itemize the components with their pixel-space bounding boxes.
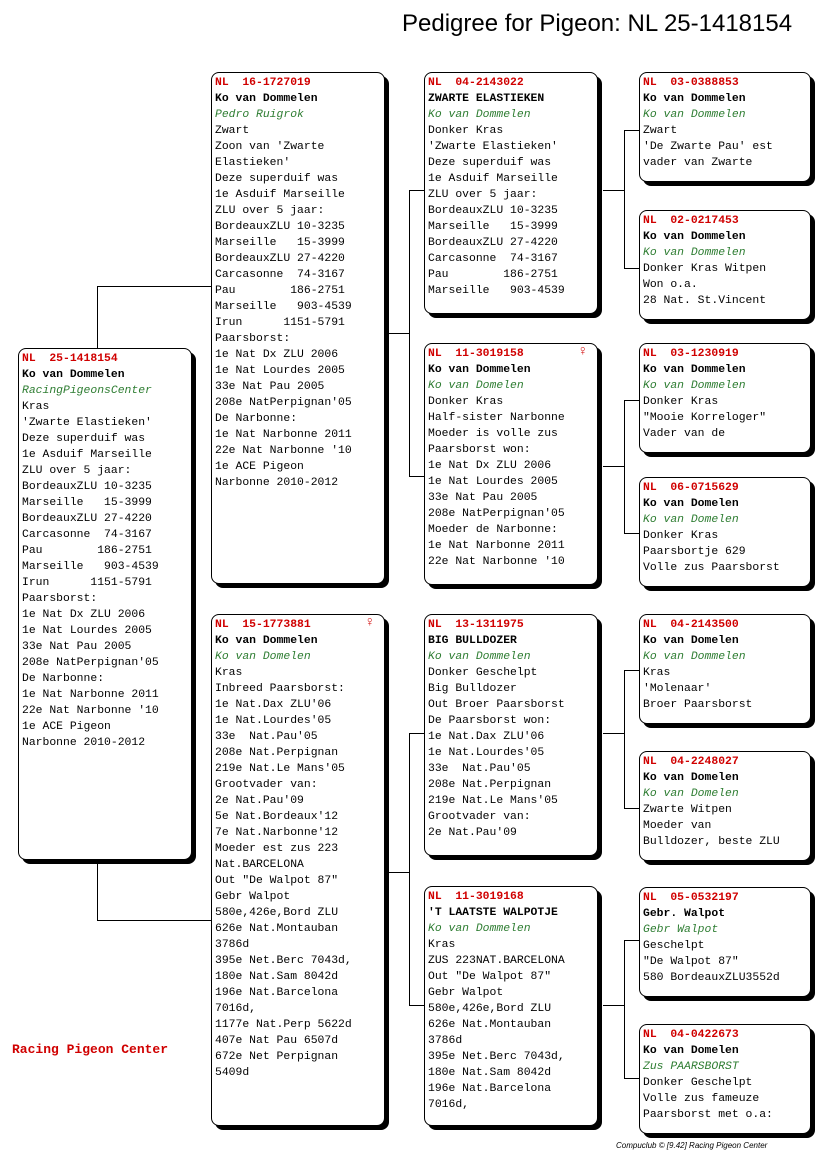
pigeon-notes: Donker Geschelpt Volle zus fameuze Paarsborst met o.a:	[643, 1077, 773, 1121]
page-title: Pedigree for Pigeon: NL 25-1418154	[402, 10, 793, 37]
connector-line	[97, 920, 211, 921]
ring-number: NL 04-0422673	[643, 1029, 739, 1041]
breeder-name: Ko van Domelen	[215, 651, 311, 663]
breeder-name: Ko van Dommelen	[428, 923, 531, 935]
breeder-name: Zus PAARSBORST	[643, 1061, 739, 1073]
pigeon-notes: Kras Inbreed Paarsborst: 1e Nat.Dax ZLU'06 1e Nat.Lourdes'05 33e Nat.Pau'05 208e Nat.Perpignan 219e Nat.Le Mans'05 Grootvader van: 2e Nat.Pau'09 5e Nat.Bordeaux'12 7e Nat.Narbonne'12 Moeder est zus 223 Nat.BARCELONA Out "De Walpot 87" Gebr Walpot 580e,426e,Bord ZLU 626e Nat.Montauban 3786d 395e Net.Berc 7043d, 180e Nat.Sam 8042d 196e Nat.Barcelona 7016d, 1177e Nat.Perp 5622d 407e Nat Pau 6507d 672e Net Perpignan 5409d	[215, 667, 352, 1079]
ring-number: NL 04-2248027	[643, 756, 739, 768]
connector-line	[603, 733, 624, 734]
dss-card[interactable]	[639, 614, 811, 724]
owner-name: Ko van Dommelen	[643, 364, 746, 376]
breeder-name: Ko van Dommelen	[643, 651, 746, 663]
connector-line	[97, 286, 98, 348]
pigeon-notes: Kras ZUS 223NAT.BARCELONA Out "De Walpot 87" Gebr Walpot 580e,426e,Bord ZLU 626e Nat.Montauban 3786d 395e Net.Berc 7043d, 180e Nat.Sam 8042d 196e Nat.Barcelona 7016d,	[428, 939, 565, 1111]
connector-line	[409, 190, 425, 191]
breeder-name: Gebr Walpot	[643, 924, 719, 936]
ring-number: NL 11-3019158	[428, 348, 524, 360]
female-icon: ♀	[578, 344, 587, 360]
pigeon-notes: Kras 'Molenaar' Broer Paarsborst	[643, 667, 753, 711]
connector-line	[624, 1078, 640, 1079]
connector-line	[97, 286, 211, 287]
breeder-name: Pedro Ruigrok	[215, 109, 304, 121]
breeder-name: Ko van Dommelen	[643, 380, 746, 392]
owner-name: Ko van Domelen	[643, 635, 739, 647]
breeder-name: Ko van Domelen	[643, 514, 739, 526]
owner-name: Ko van Domelen	[643, 1045, 739, 1057]
breeder-name: Ko van Dommelen	[428, 109, 531, 121]
dam-sire-card[interactable]	[424, 614, 598, 856]
ring-number: NL 03-0388853	[643, 77, 739, 89]
pigeon-notes: Donker Kras Witpen Won o.a. 28 Nat. St.Vincent	[643, 263, 767, 307]
connector-line	[624, 670, 625, 808]
sire-card[interactable]	[211, 72, 385, 584]
connector-line	[624, 670, 640, 671]
connector-line	[409, 733, 410, 1005]
ring-number: NL 05-0532197	[643, 892, 739, 904]
ring-number: NL 04-2143022	[428, 77, 524, 89]
pigeon-notes: Donker Kras Paarsbortje 629 Volle zus Paarsborst	[643, 530, 780, 574]
connector-line	[409, 733, 425, 734]
owner-name: Ko van Dommelen	[22, 369, 125, 381]
connector-line	[624, 400, 640, 401]
owner-name: ZWARTE ELASTIEKEN	[428, 93, 545, 105]
connector-line	[624, 130, 640, 131]
connector-line	[603, 466, 624, 467]
female-icon: ♀	[365, 615, 374, 631]
connector-line	[624, 940, 640, 941]
owner-name: 'T LAATSTE WALPOTJE	[428, 907, 558, 919]
owner-name: Ko van Dommelen	[643, 231, 746, 243]
connector-line	[624, 533, 640, 534]
connector-line	[409, 1005, 425, 1006]
owner-name: Ko van Dommelen	[215, 635, 318, 647]
connector-line	[624, 400, 625, 533]
owner-name: Ko van Domelen	[643, 772, 739, 784]
pigeon-notes: Donker Kras 'Zwarte Elastieken' Deze superduif was 1e Asduif Marseille ZLU over 5 jaar: BordeauxZLU 10-3235 Marseille 15-3999 BordeauxZLU 27-4220 Carcasonne 74-3167 Pau 186-2751 Marseille 903-4539	[428, 125, 565, 297]
ring-number: NL 02-0217453	[643, 215, 739, 227]
ddd-card[interactable]	[639, 1024, 811, 1134]
connector-line	[624, 130, 625, 268]
breeder-name: Ko van Dommelen	[643, 109, 746, 121]
dds-card[interactable]	[639, 887, 811, 997]
sss-card[interactable]	[639, 72, 811, 182]
connector-line	[388, 333, 409, 334]
pigeon-notes: Donker Kras "Mooie Korreloger" Vader van de	[643, 396, 767, 440]
connector-line	[624, 808, 640, 809]
connector-line	[388, 872, 409, 873]
ring-number: NL 11-3019168	[428, 891, 524, 903]
owner-name: Ko van Dommelen	[428, 364, 531, 376]
owner-name: Gebr. Walpot	[643, 908, 726, 920]
owner-name: Ko van Dommelen	[643, 93, 746, 105]
ring-number: NL 06-0715629	[643, 482, 739, 494]
owner-name: Ko van Dommelen	[215, 93, 318, 105]
dsd-card[interactable]	[639, 751, 811, 861]
connector-line	[603, 190, 624, 191]
breeder-name: RacingPigeonsCenter	[22, 385, 152, 397]
sire-sire-card[interactable]	[424, 72, 598, 314]
pigeon-notes: Zwart Zoon van 'Zwarte Elastieken' Deze superduif was 1e Asduif Marseille ZLU over 5 jaar: BordeauxZLU 10-3235 Marseille 15-3999 BordeauxZLU 27-4220 Carcasonne 74-3167 Pau 186-2751 Marseille 903-4539 Irun 1151-5791 Paarsborst: 1e Nat Dx ZLU 2006 1e Nat Lourdes 2005 33e Nat Pau 2005 208e NatPerpignan'05 De Narbonne: 1e Nat Narbonne 2011 22e Nat Narbonne '10 1e ACE Pigeon Narbonne 2010-2012	[215, 125, 352, 489]
dam-card[interactable]	[211, 614, 385, 1126]
pigeon-notes: Kras 'Zwarte Elastieken' Deze superduif was 1e Asduif Marseille ZLU over 5 jaar: BordeauxZLU 10-3235 Marseille 15-3999 BordeauxZLU 27-4220 Carcasonne 74-3167 Pau 186-2751 Marseille 903-4539 Irun 1151-5791 Paarsborst: 1e Nat Dx ZLU 2006 1e Nat Lourdes 2005 33e Nat Pau 2005 208e NatPerpignan'05 De Narbonne: 1e Nat Narbonne 2011 22e Nat Narbonne '10 1e ACE Pigeon Narbonne 2010-2012	[22, 401, 159, 749]
ring-number: NL 15-1773881	[215, 619, 311, 631]
connector-line	[624, 940, 625, 1078]
footer-credit: Compuclub © [9.42] Racing Pigeon Center	[616, 1141, 768, 1150]
breeder-name: Ko van Domelen	[643, 788, 739, 800]
ring-number: NL 03-1230919	[643, 348, 739, 360]
sds-card[interactable]	[639, 343, 811, 453]
ring-number: NL 16-1727019	[215, 77, 311, 89]
ring-number: NL 13-1311975	[428, 619, 524, 631]
connector-line	[409, 190, 410, 476]
connector-line	[409, 476, 425, 477]
pigeon-notes: Zwarte Witpen Moeder van Bulldozer, beste ZLU	[643, 804, 780, 848]
ring-number: NL 04-2143500	[643, 619, 739, 631]
breeder-name: Ko van Dommelen	[643, 247, 746, 259]
ssd-card[interactable]	[639, 210, 811, 320]
connector-line	[603, 1005, 624, 1006]
connector-line	[624, 268, 640, 269]
breeder-name: Ko van Domelen	[428, 380, 524, 392]
ring-number: NL 25-1418154	[22, 353, 118, 365]
connector-line	[97, 862, 98, 920]
owner-name: BIG BULLDOZER	[428, 635, 517, 647]
sdd-card[interactable]	[639, 477, 811, 587]
pigeon-notes: Donker Kras Half-sister Narbonne Moeder is volle zus Paarsborst won: 1e Nat Dx ZLU 2006 1e Nat Lourdes 2005 33e Nat Pau 2005 208e NatPerpignan'05 Moeder de Narbonne: 1e Nat Narbonne 2011 22e Nat Narbonne '10	[428, 396, 565, 568]
pigeon-notes: Donker Geschelpt Big Bulldozer Out Broer Paarsborst De Paarsborst won: 1e Nat.Dax ZLU'06 1e Nat.Lourdes'05 33e Nat.Pau'05 208e Nat.Perpignan 219e Nat.Le Mans'05 Grootvader van: 2e Nat.Pau'09	[428, 667, 565, 839]
dam-dam-card[interactable]	[424, 886, 598, 1126]
owner-name: Ko van Domelen	[643, 498, 739, 510]
pigeon-notes: Zwart 'De Zwarte Pau' est vader van Zwarte	[643, 125, 773, 169]
site-name: Racing Pigeon Center	[12, 1042, 169, 1057]
pigeon-notes: Geschelpt "De Walpot 87" 580 BordeauxZLU3552d	[643, 940, 780, 984]
breeder-name: Ko van Dommelen	[428, 651, 531, 663]
sire-dam-card[interactable]	[424, 343, 598, 585]
subject-pigeon-card[interactable]	[18, 348, 192, 860]
